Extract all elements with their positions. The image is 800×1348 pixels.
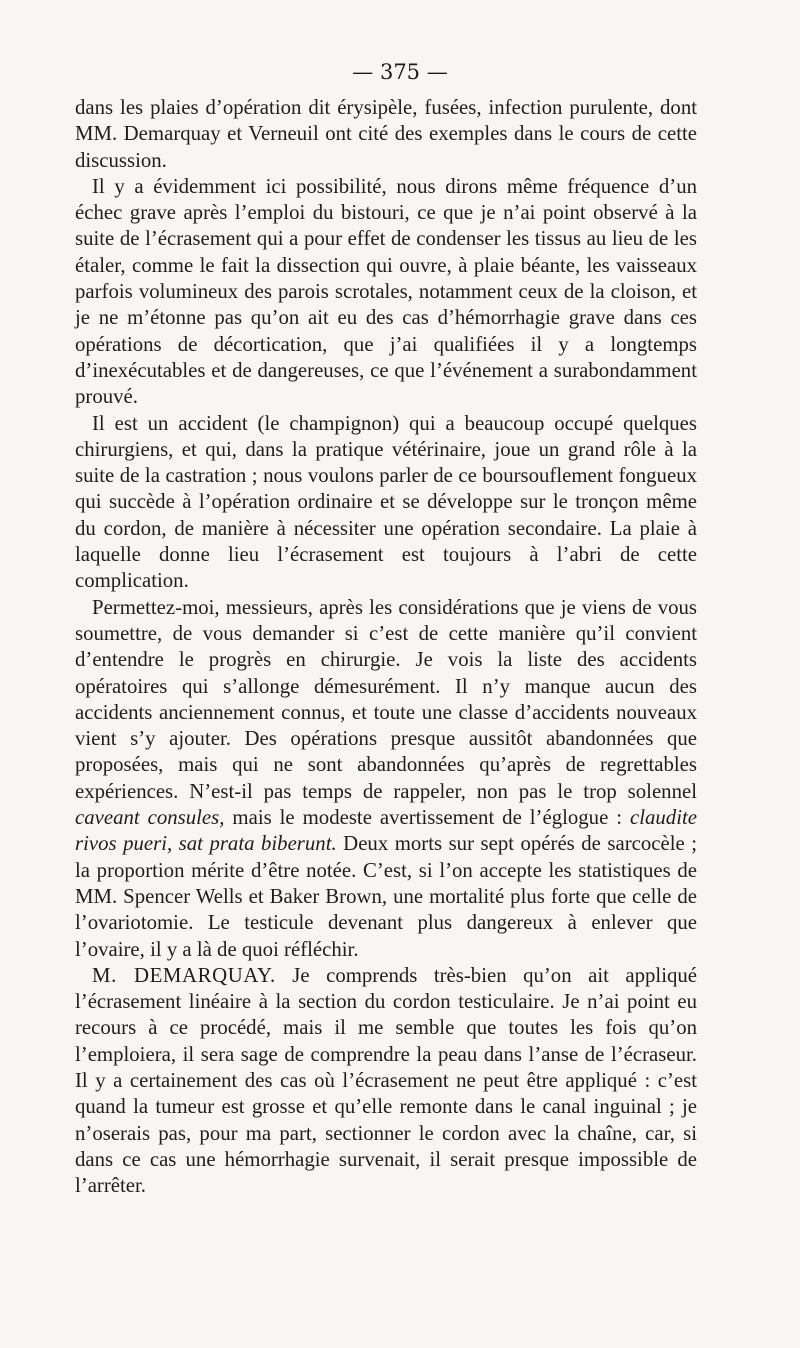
paragraph-4-text-middle: mais le modeste avertissement de l’églogue : xyxy=(224,806,630,830)
paragraph-3-text: Il est un accident (le champignon) qui a beaucoup occupé quelques chirurgiens, et qui, dans la pratique vétérinaire, joue un grand rôle à la suite de la castration ; nous voulons parler de ce boursouflement fongueux qui succède à l’opération ordinaire et se développe sur le tronçon même du cordon, de manière à nécessiter une opération secondaire. La plaie à laquelle donne lieu l’écrasement est toujours à l’abri de cette complication. xyxy=(75,411,697,593)
latin-quote-1: caveant consules, xyxy=(75,806,225,830)
paragraph-5 xyxy=(75,963,697,1200)
paragraph-1 xyxy=(75,95,697,174)
paragraph-2 xyxy=(75,174,697,411)
paragraph-4-text-before: Permettez-moi, messieurs, après les considérations que je viens de vous soumettre, de vous demander si c’est de cette manière qu’il convient d’entendre le progrès en chirurgie. Je vois la liste des accidents opératoires qui s’allonge démesurément. Il n’y manque aucun des accidents anciennement connus, et toute une classe d’accidents nouveaux vient s’y ajouter. Des opérations presque aussitôt abandonnées que proposées, mais qui ne sont abandonnées qu’après de regrettables expériences. N’est-il pas temps de rappeler, non pas le trop solennel xyxy=(75,595,697,803)
latin-quote-2: claudite rivos pueri, sat prata biberunt. xyxy=(75,806,697,856)
paragraph-1-text: dans les plaies d’opération dit érysipèle, fusées, infection purulente, dont MM. Demarquay et Verneuil ont cité des exemples dans le cours de cette discussion. xyxy=(75,96,697,172)
paragraph-5-text: Je comprends très-bien qu’on ait appliqué l’écrasement linéaire à la section du cordon testiculaire. Je n’ai point eu recours à ce procédé, mais il me semble que toutes les fois qu’on l’emploiera, il sera sage de comprendre la peau dans l’anse de l’écraseur. Il y a certainement des cas où l’écrasement ne peut être appliqué : c’est quand la tumeur est grosse et qu’elle remonte dans le canal inguinal ; je n’oserais pas, pour ma part, sectionner le cordon avec la chaîne, car, si dans ce cas une hémorrhagie survenait, il serait presque impossible de l’arrêter. xyxy=(75,963,697,1198)
paragraph-3 xyxy=(75,411,697,595)
paragraph-2-text: Il y a évidemment ici possibilité, nous dirons même fréquence d’un échec grave après l’emploi du bistouri, ce que je n’ai point observé à la suite de l’écrasement qui a pour effet de condenser les tissus au lieu de les étaler, comme le fait la dissection qui ouvre, à plaie béante, les vaisseaux parfois volumineux des parois scrotales, notamment ceux de la cloison, et je ne m’étonne pas qu’on ait eu des cas d’hémorrhagie grave dans ces opérations de décortication, que j’ai qualifiées il y a longtemps d’inexécutables et de dangereuses, ce que l’événement a surabondamment prouvé. xyxy=(75,174,697,409)
speaker-name: M. DEMARQUAY. xyxy=(92,963,276,987)
paragraph-4 xyxy=(75,595,697,963)
page-body xyxy=(75,95,697,1199)
paragraph-4-text-after: Deux morts sur sept opérés de sarcocèle ; la proportion mérite d’être notée. C’est, si l’on accepte les statistiques de MM. Spencer Wells et Baker Brown, une mortalité plus forte que celle de l’ovariotomie. Le testicule devenant plus dangereux à enlever que l’ovaire, il y a là de quoi réfléchir. xyxy=(75,832,698,961)
page-number: — 375 — xyxy=(352,60,448,84)
